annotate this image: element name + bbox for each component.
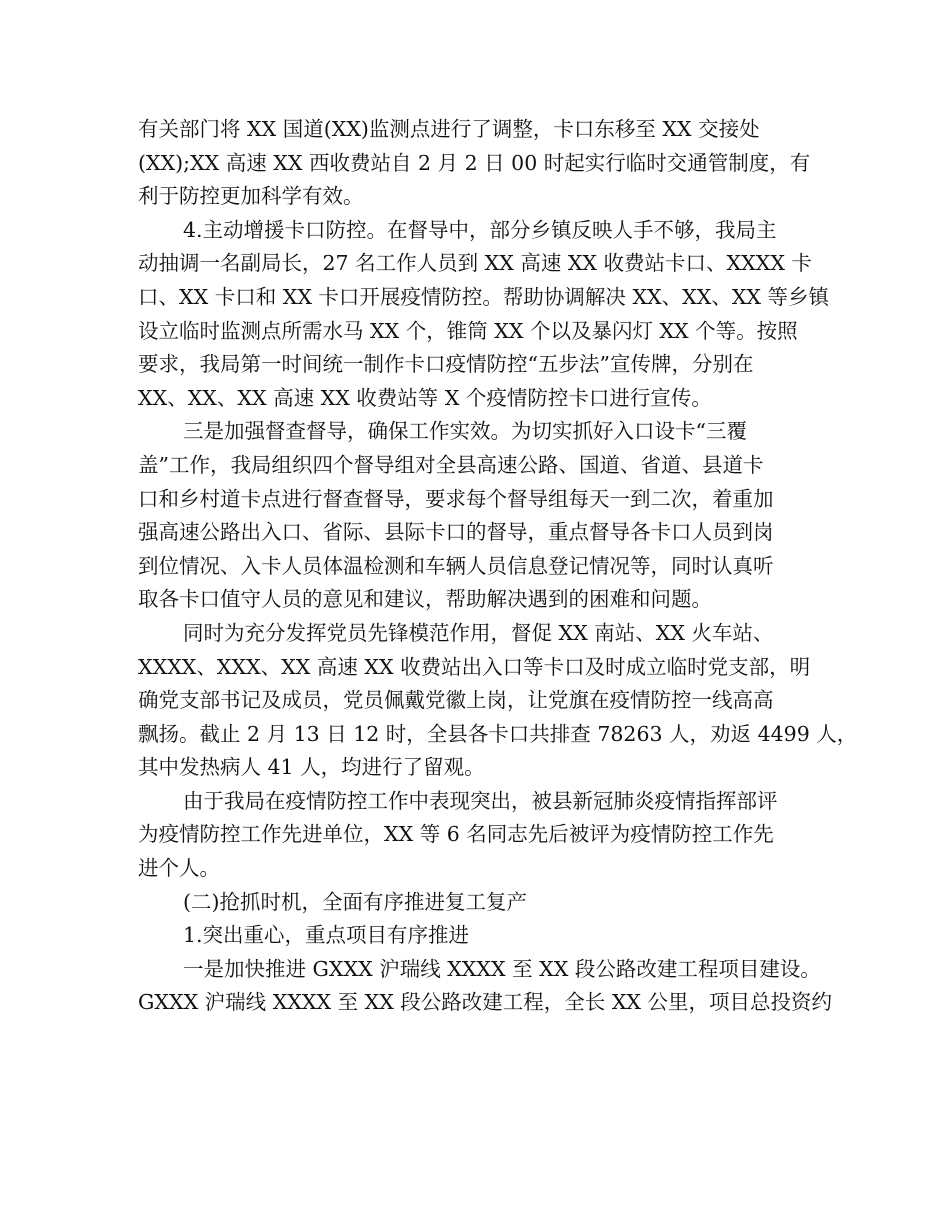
text-line: 口和乡村道卡点进行督查督导，要求每个督导组每天一到二次，着重加 — [138, 486, 774, 511]
text-line: 同时为充分发挥党员先锋模范作用，督促 XX 南站、XX 火车站、 — [183, 620, 774, 645]
text-line: 其中发热病人 41 人，均进行了留观。 — [138, 755, 485, 780]
text-line: 设立临时监测点所需水马 XX 个，锥筒 XX 个以及暴闪灯 XX 个等。按照 — [138, 318, 798, 343]
text-line: 确党支部书记及成员，党员佩戴党徽上岗，让党旗在疫情防控一线高高 — [138, 688, 774, 713]
text-line: 要求，我局第一时间统一制作卡口疫情防控“五步法”宣传牌，分别在 — [138, 352, 754, 377]
text-line: 强高速公路出入口、省际、县际卡口的督导，重点督导各卡口人员到岗 — [138, 520, 774, 545]
text-line: XXXX、XXX、XX 高速 XX 收费站出入口等卡口及时成立临时党支部，明 — [138, 654, 811, 679]
text-line: 三是加强督查督导，确保工作实效。为切实抓好入口设卡“三覆 — [183, 419, 747, 444]
text-line: XX、XX、XX 高速 XX 收费站等 X 个疫情防控卡口进行宣传。 — [138, 385, 712, 410]
text-line: 一是加快推进 GXXX 沪瑞线 XXXX 至 XX 段公路改建工程项目建设。 — [183, 956, 821, 981]
text-line: 进个人。 — [138, 856, 220, 881]
text-line: 口、XX 卡口和 XX 卡口开展疫情防控。帮助协调解决 XX、XX、XX 等乡镇 — [138, 284, 830, 309]
document-page — [138, 113, 858, 1020]
text-line: 利于防控更加科学有效。 — [138, 184, 364, 209]
text-line: GXXX 沪瑞线 XXXX 至 XX 段公路改建工程，全长 XX 公里，项目总投资约 — [138, 990, 833, 1015]
text-line: 为疫情防控工作先进单位，XX 等 6 名同志先后被评为疫情防控工作先 — [138, 822, 774, 847]
text-line: 由于我局在疫情防控工作中表现突出，被县新冠肺炎疫情指挥部评 — [183, 788, 778, 813]
text-line: (XX);XX 高速 XX 西收费站自 2 月 2 日 00 时起实行临时交通管制度，有 — [138, 150, 811, 175]
text-line: (二)抢抓时机，全面有序推进复工复产 — [183, 889, 527, 914]
text-line: 1.突出重心，重点项目有序推进 — [183, 923, 470, 948]
text-line: 取各卡口值守人员的意见和建议，帮助解决遇到的困难和问题。 — [138, 587, 712, 612]
text-line: 4.主动增援卡口防控。在督导中，部分乡镇反映人手不够，我局主 — [183, 217, 777, 242]
text-line: 盖”工作，我局组织四个督导组对全县高速公路、国道、省道、县道卡 — [138, 452, 764, 477]
text-line: 动抽调一名副局长，27 名工作人员到 XX 高速 XX 收费站卡口、XXXX 卡 — [138, 251, 812, 276]
text-line: 有关部门将 XX 国道(XX)监测点进行了调整，卡口东移至 XX 交接处 — [138, 117, 760, 141]
text-line: 到位情况、入卡人员体温检测和车辆人员信息登记情况等，同时认真听 — [138, 553, 774, 578]
text-line: 飘扬。截止 2 月 13 日 12 时，全县各卡口共排查 78263 人，劝返 4499 人， — [138, 721, 858, 746]
